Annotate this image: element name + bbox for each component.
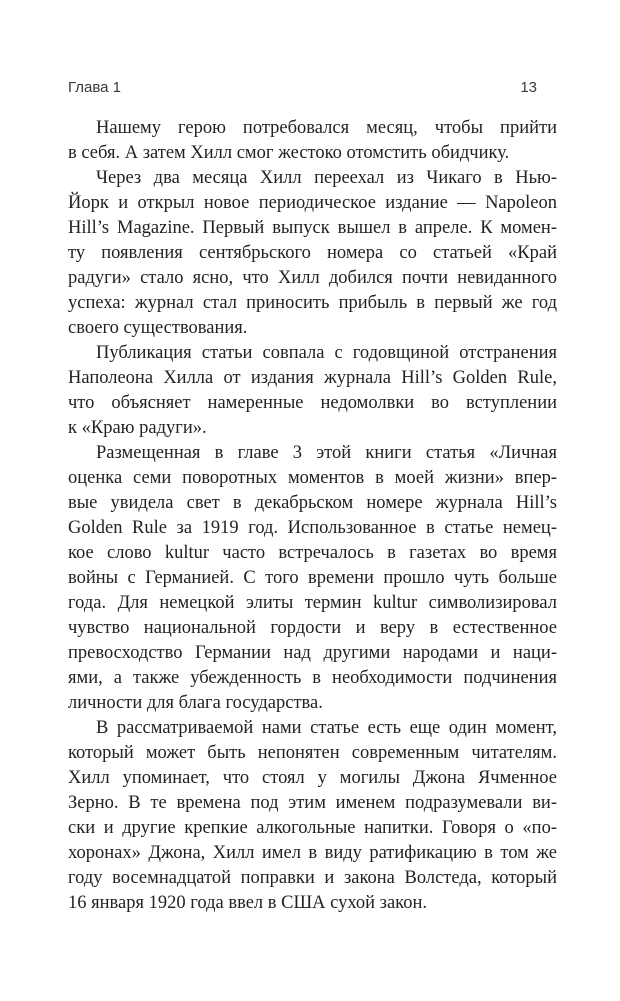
text-line: радуги» стало ясно, что Хилл добился почти невиданного bbox=[68, 268, 557, 288]
paragraph bbox=[68, 716, 557, 916]
paragraph bbox=[68, 166, 557, 341]
text-line: Зерно. В те времена под этим именем подразумевали ви- bbox=[68, 793, 557, 813]
paragraph bbox=[68, 341, 557, 441]
text-line: Через два месяца Хилл переехал из Чикаго в Нью- bbox=[96, 168, 557, 188]
text-line: В рассматриваемой нами статье есть еще один момент, bbox=[96, 718, 557, 738]
text-line: ями, а также убежденность в необходимости подчинения bbox=[68, 668, 557, 688]
text-line: превосходство Германии над другими народами и наци- bbox=[68, 643, 557, 663]
text-line: войны с Германией. С того времени прошло чуть больше bbox=[68, 568, 557, 588]
text-line: хоронах» Джона, Хилл имел в виду ратификацию в том же bbox=[68, 843, 557, 863]
text-line: Нашему герою потребовался месяц, чтобы прийти bbox=[96, 118, 557, 138]
text-line: Публикация статьи совпала с годовщиной отстранения bbox=[96, 343, 557, 363]
text-line: Размещенная в главе 3 этой книги статья «Личная bbox=[96, 443, 557, 463]
text-line: Наполеона Хилла от издания журнала Hill’s Golden Rule, bbox=[68, 368, 557, 388]
text-line: в себя. А затем Хилл смог жестоко отомстить обидчику. bbox=[68, 143, 510, 163]
running-header bbox=[68, 80, 537, 96]
text-line: личности для блага государства. bbox=[68, 693, 323, 713]
text-line: ту появления сентябрьского номера со статьей «Край bbox=[68, 243, 557, 263]
text-line: вые увидела свет в декабрьском номере журнала Hill’s bbox=[68, 493, 557, 513]
text-line: своего существования. bbox=[68, 318, 248, 338]
text-line: к «Краю радуги». bbox=[68, 418, 207, 438]
text-line: Hill’s Magazine. Первый выпуск вышел в апреле. К момен- bbox=[68, 218, 557, 238]
text-line: Йорк и открыл новое периодическое издание — Napoleon bbox=[68, 193, 557, 213]
text-line: 16 января 1920 года ввел в США сухой закон. bbox=[68, 893, 427, 913]
text-line: года. Для немецкой элиты термин kultur символизировал bbox=[68, 593, 557, 613]
body-text bbox=[68, 116, 557, 916]
text-line: оценка семи поворотных моментов в моей жизни» впер- bbox=[68, 468, 557, 488]
text-line: ски и другие крепкие алкогольные напитки. Говоря о «по- bbox=[68, 818, 557, 838]
paragraph bbox=[68, 116, 557, 166]
text-line: успеха: журнал стал приносить прибыль в первый же год bbox=[68, 293, 557, 313]
page-number: 13 bbox=[520, 79, 537, 96]
text-line: году восемнадцатой поправки и закона Волстеда, который bbox=[68, 868, 557, 888]
text-line: Хилл упоминает, что стоял у могилы Джона Ячменное bbox=[68, 768, 557, 788]
text-line: кое слово kultur часто встречалось в газетах во время bbox=[68, 543, 557, 563]
text-line: Golden Rule за 1919 год. Использованное в статье немец- bbox=[68, 518, 557, 538]
paragraph bbox=[68, 441, 557, 716]
text-line: который может быть непонятен современным читателям. bbox=[68, 743, 557, 763]
text-line: чувство национальной гордости и веру в естественное bbox=[68, 618, 557, 638]
text-line: что объясняет намеренные недомолвки во вступлении bbox=[68, 393, 557, 413]
chapter-label: Глава 1 bbox=[68, 79, 122, 96]
